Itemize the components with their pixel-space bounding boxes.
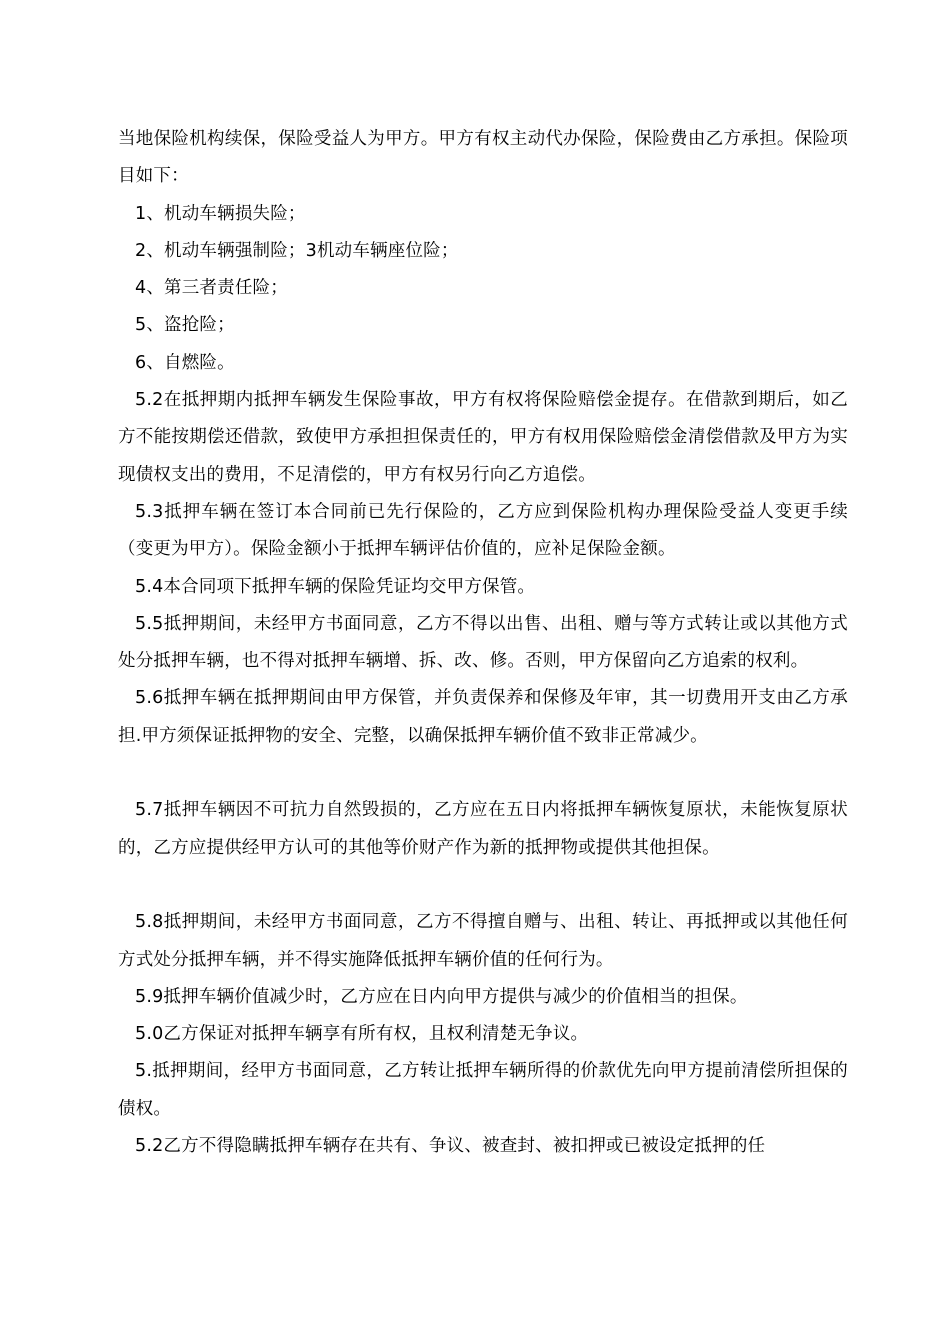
clause-5-2-no-concealment: 5.2乙方不得隐瞒抵押车辆存在共有、争议、被查封、被扣押或已被设定抵押的任 (135, 1136, 766, 1157)
clause-5-transfer-proceeds: 5.抵押期间，经甲方书面同意，乙方转让抵押车辆所得的价款优先向甲方提前清偿所担保的债权。 (118, 1061, 848, 1119)
clause-5-7-force-majeure: 5.7抵押车辆因不可抗力自然毁损的，乙方应在五日内将抵押车辆恢复原状，未能恢复原状的，乙方应提供经甲方认可的其他等价财产作为新的抵押物或提供其他担保。 (118, 800, 848, 858)
paragraph-insurance-intro: 当地保险机构续保，保险受益人为甲方。甲方有权主动代办保险，保险费由乙方承担。保险项目如下： (118, 129, 848, 187)
clause-5-3-beneficiary-change: 5.3抵押车辆在签订本合同前已先行保险的，乙方应到保险机构办理保险受益人变更手续（变更为甲方）。保险金额小于抵押车辆评估价值的，应补足保险金额。 (118, 501, 848, 560)
clause-5-0-ownership: 5.0乙方保证对抵押车辆享有所有权，且权利清楚无争议。 (135, 1024, 589, 1045)
list-item-theft-insurance: 5、盗抢险； (135, 315, 235, 336)
clause-5-6-custody-maintenance: 5.6抵押车辆在抵押期间由甲方保管，并负责保养和保修及年审，其一切费用开支由乙方承担.甲方须保证抵押物的安全、完整，以确保抵押车辆价值不致非正常减少。 (118, 688, 848, 746)
clause-5-8-no-disposal: 5.8抵押期间，未经甲方书面同意，乙方不得擅自赠与、出租、转让、再抵押或以其他任何方式处分抵押车辆，并不得实施降低抵押车辆价值的任何行为。 (118, 912, 848, 970)
list-item-third-party-insurance: 4、第三者责任险； (135, 278, 288, 299)
clause-5-9-value-decrease: 5.9抵押车辆价值减少时，乙方应在日内向甲方提供与减少的价值相当的担保。 (135, 986, 748, 1007)
clause-5-2-insurance-claim: 5.2在抵押期内抵押车辆发生保险事故，甲方有权将保险赔偿金提存。在借款到期后，如乙方不能按期偿还借款，致使甲方承担担保责任的，甲方有权用保险赔偿金清偿借款及甲方为实现债权支出的费用，不足清偿的，甲方有权另行向乙方追偿。 (118, 390, 848, 485)
list-item-loss-insurance: 1、机动车辆损失险； (135, 203, 306, 224)
clause-5-5-transfer-restriction: 5.5抵押期间，未经甲方书面同意，乙方不得以出售、出租、赠与等方式转让或以其他方式处分抵押车辆，也不得对抵押车辆增、拆、改、修。否则，甲方保留向乙方追索的权利。 (118, 613, 848, 672)
list-item-fire-insurance: 6、自燃险。 (135, 352, 235, 373)
list-item-compulsory-insurance: 2、机动车辆强制险；3机动车辆座位险； (135, 240, 459, 261)
document-body (118, 121, 848, 1165)
clause-5-4-certificate-custody: 5.4本合同项下抵押车辆的保险凭证均交甲方保管。 (135, 576, 536, 597)
